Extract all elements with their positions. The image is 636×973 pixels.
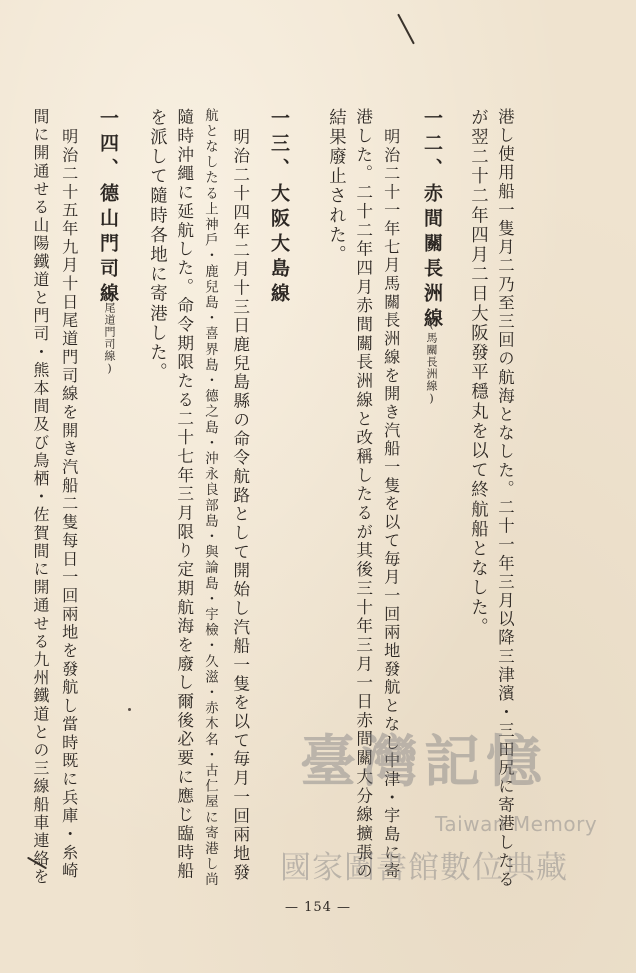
watermark-subtitle: 國家圖書館數位典藏 — [280, 850, 568, 886]
text-column: を派して隨時各地に寄港した。 — [146, 108, 167, 383]
section-heading: 一四、德山門司線 — [97, 108, 119, 308]
section-note: (尾道門司線) — [103, 288, 116, 376]
text-column: 明治二十五年九月十日尾道門司線を開き汽船二隻每日一回兩地を發航し當時既に兵庫・糸崎 — [59, 128, 79, 881]
text-column: 間に開通せる山陽鐵道と門司・熊本間及び鳥栖・佐賀間に開通せる九州鐵道との三線船車連絡を — [30, 108, 50, 887]
text-column: 港した。二十二年四月赤間關長洲線と改稱したるが其後三十年三月一日赤間關大分線擴張の — [353, 108, 373, 881]
text-column: 隨時沖繩に延航した。命令期限たる二十七年三月限り定期航海を廢し爾後必要に應じ臨時船 — [174, 108, 194, 881]
text-column: 明治二十一年七月馬關長洲線を開き汽船一隻を以て毎月一回兩地發航となし中津・宇島に寄 — [381, 128, 401, 881]
section-note: (馬關長洲線) — [425, 318, 438, 406]
text-column: 航となしたる上神戶・鹿兒島・喜界島・德之島・沖永良部島・與論島・宇檢・久滋・赤木名・古仁屋に寄港し尚 — [202, 108, 218, 888]
watermark-title: 臺灣記憶 — [300, 730, 548, 795]
text-column: 結果廢止された。 — [325, 108, 346, 265]
section-heading: 一二、赤間關長洲線 — [421, 108, 443, 333]
dust-speck — [128, 708, 131, 711]
text-column: 港し使用船一隻月二乃至三回の航海となした。二十一年三月以降三津濱・三田尻に寄港したる — [495, 108, 515, 890]
scratch-mark — [397, 14, 415, 45]
page-number: — 154 — — [284, 900, 352, 915]
watermark — [280, 718, 610, 888]
section-heading: 一三、大阪大島線 — [268, 108, 290, 308]
watermark-english: Taiwan Memory — [435, 812, 598, 836]
text-column: 明治二十四年二月十三日鹿兒島縣の命令航路として開始し汽船一隻を以て毎月一回兩地發 — [230, 128, 250, 882]
text-column: が翌二十二年四月二日大阪發平穩丸を以て終航船となした。 — [467, 108, 488, 638]
